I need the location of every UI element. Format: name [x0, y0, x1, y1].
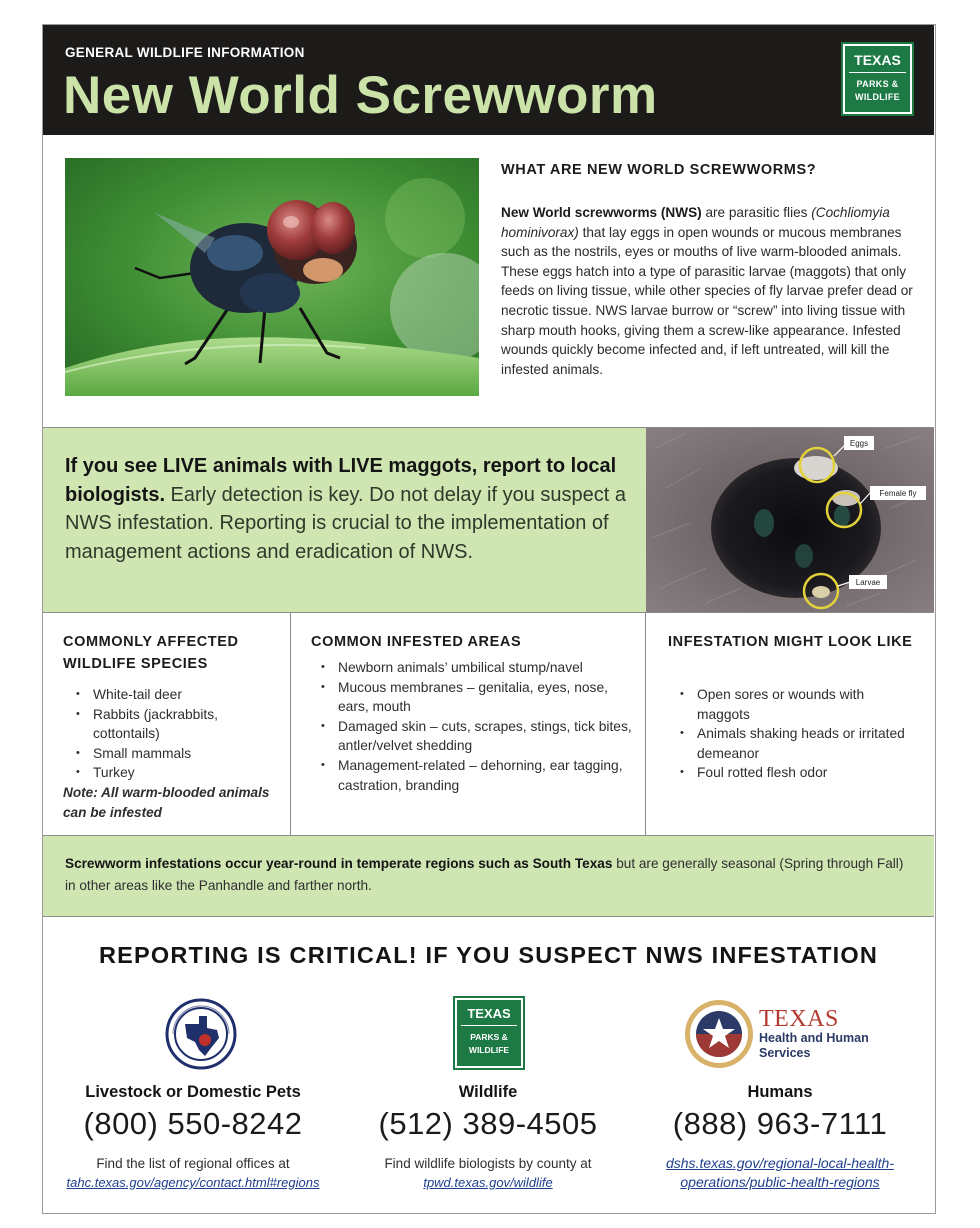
hhs-wordmark [759, 1007, 869, 1061]
wound-label-larvae: Larvae [855, 578, 881, 587]
tahc-link[interactable]: tahc.texas.gov/agency/contact.html#regions [66, 1175, 320, 1190]
hhs-wordmark-line3: Services [759, 1046, 811, 1060]
list-item: • Mucous membranes – genitalia, eyes, nose, ears, mouth [321, 678, 636, 717]
infested-wound-photo [646, 427, 934, 613]
page-title: New World Screwworm [63, 66, 658, 125]
intro-heading: WHAT ARE NEW WORLD SCREWWORMS? [501, 162, 817, 178]
report-alert-bold: If you see LIVE animals with LIVE maggots, report to local biologists. [65, 455, 617, 506]
contact-wildlife [343, 995, 633, 1192]
tahc-logo [48, 995, 338, 1071]
wound-label-female-fly: Female fly [879, 489, 917, 498]
fact-sheet [42, 24, 936, 1214]
contact-description: Find the list of regional offices at [96, 1156, 290, 1171]
season-rest: but are generally seasonal (Spring through Fall) in other areas like the Panhandle and farther north. [65, 856, 904, 893]
list-item: • Small mammals [76, 744, 281, 764]
tpwd-logo-line2: PARKS & [470, 1032, 508, 1042]
tpwd-logo-line3: WILDLIFE [468, 1045, 510, 1055]
list-item: • Open sores or wounds with maggots [680, 685, 920, 724]
species-note: Note: All warm-blooded animals can be infested [63, 785, 270, 820]
list-item: • Rabbits (jackrabbits, cottontails) [76, 705, 281, 744]
areas-column [291, 613, 646, 835]
fly-illustration [65, 158, 479, 396]
header-kicker: GENERAL WILDLIFE INFORMATION [65, 45, 305, 60]
signs-heading: INFESTATION MIGHT LOOK LIKE [668, 634, 913, 650]
contact-description: Find wildlife biologists by county at [384, 1156, 592, 1171]
tpwd-logo-line2: PARKS & [856, 79, 899, 89]
header-banner [43, 25, 934, 135]
season-text [65, 853, 915, 897]
list-item: • Foul rotted flesh odor [680, 763, 920, 783]
contact-humans [635, 995, 925, 1192]
hhs-seal-icon [683, 998, 755, 1070]
season-bold: Screwworm infestations occur year-round in temperate regions such as South Texas [65, 856, 613, 871]
signs-column [646, 613, 934, 835]
intro-lead-bold: New World screwworms (NWS) [501, 205, 702, 220]
species-column [43, 613, 291, 835]
wound-label-eggs: Eggs [849, 439, 869, 448]
contact-label: Humans [747, 1083, 813, 1101]
list-item: • Animals shaking heads or irritated demeanor [680, 724, 920, 763]
contact-phone[interactable]: (888) 963-7111 [672, 1106, 888, 1141]
tpwd-logo-container [343, 995, 633, 1071]
tpwd-logo-line1: TEXAS [461, 1000, 517, 1026]
tpwd-logo-small [455, 998, 523, 1068]
dshs-link-line2[interactable]: operations/public-health-regions [680, 1174, 880, 1190]
hhs-wordmark-texas: TEXAS [759, 1006, 839, 1032]
areas-heading: COMMON INFESTED AREAS [311, 634, 522, 650]
list-item: • White-tail deer [76, 685, 281, 705]
tpwd-logo-line1: TEXAS [849, 46, 906, 73]
intro-paragraph [501, 203, 919, 379]
list-item: • Damaged skin – cuts, scrapes, stings, tick bites, antler/velvet shedding [321, 717, 636, 756]
contact-phone[interactable]: (800) 550-8242 [83, 1106, 303, 1141]
list-item: • Turkey [76, 763, 281, 783]
reporting-heading: REPORTING IS CRITICAL! IF YOU SUSPECT NWS INFESTATION [98, 942, 879, 968]
list-item: • Management-related – dehorning, ear tagging, castration, branding [321, 756, 636, 795]
contact-label: Wildlife [458, 1083, 518, 1101]
report-alert-rest: Early detection is key. Do not delay if you suspect a NWS infestation. Reporting is crucial to the implementation of management actions and eradication of NWS. [65, 483, 626, 563]
tpwd-link[interactable]: tpwd.texas.gov/wildlife [423, 1175, 553, 1190]
report-alert-band [43, 427, 646, 613]
wound-illustration [646, 428, 934, 613]
hhs-logo [635, 995, 925, 1071]
contact-livestock [48, 995, 338, 1192]
tpwd-logo [843, 44, 912, 114]
list-item: • Newborn animals’ umbilical stump/navel [321, 658, 636, 678]
hhs-wordmark-line2: Health and Human [759, 1031, 869, 1045]
species-list [76, 685, 281, 783]
intro-body: that lay eggs in open wounds or mucous membranes such as the nostrils, eyes or mouths of live warm-blooded animals. These eggs hatch into a type of parasitic larvae (maggots) that only feeds on living tissue, while other species of fly larvae prefer dead or necrotic tissue. NWS larvae burrow or “screw” into living tissue with sharp mouth hooks, giving them a screw-like appearance. Infested wounds quickly become infected and, if left untreated, will kill the infested animals. [501, 224, 913, 377]
screwworm-fly-photo [65, 158, 479, 396]
contact-phone[interactable]: (512) 389-4505 [378, 1106, 598, 1141]
intro-latin-name: (Cochliomyia hominivorax) [501, 205, 890, 240]
intro-lead-rest: are parasitic flies [701, 205, 808, 220]
areas-list [321, 658, 636, 795]
species-heading: COMMONLY AFFECTED WILDLIFE SPECIES [63, 634, 239, 672]
report-alert-text [65, 452, 635, 566]
season-band [43, 835, 934, 917]
signs-list [680, 685, 920, 783]
tpwd-logo-line3: WILDLIFE [855, 92, 900, 102]
dshs-link-line1[interactable]: dshs.texas.gov/regional-local-health- [665, 1155, 894, 1171]
contact-label: Livestock or Domestic Pets [85, 1083, 301, 1101]
tahc-seal-icon [165, 998, 237, 1070]
